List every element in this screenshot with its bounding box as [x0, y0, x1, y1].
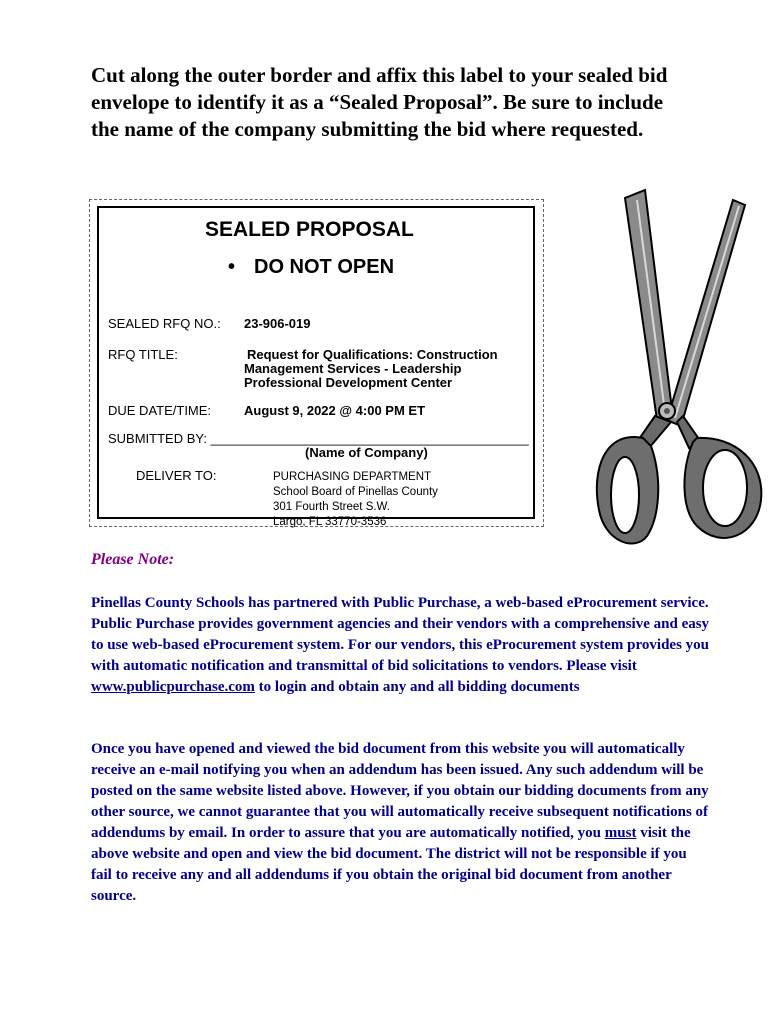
address-line: School Board of Pinellas County [273, 486, 438, 498]
rfq-no-label: SEALED RFQ NO.: [108, 316, 221, 331]
name-of-company-caption: (Name of Company) [305, 445, 428, 460]
public-purchase-link[interactable]: www.publicpurchase.com [91, 679, 255, 695]
rfq-title-line: Request for Qualifications: Construction [247, 347, 498, 362]
bullet-icon: • [228, 256, 236, 278]
note-paragraph-1-tail: to login and obtain any and all bidding documents [254, 679, 580, 695]
rfq-title-value [244, 348, 534, 390]
due-date-value: August 9, 2022 @ 4:00 PM ET [244, 403, 426, 418]
label-subtitle [228, 256, 394, 279]
note-heading: Please Note: [91, 551, 175, 568]
address-line: 301 Fourth Street S.W. [273, 501, 390, 513]
note-paragraph-1 [91, 593, 711, 698]
scissors-icon [585, 180, 765, 560]
note-paragraph-2-text: Once you have opened and viewed the bid document from this website you will automatically receive an e-mail notifying you when an addendum has been issued. Any such addendum will be posted on the same website listed above. However, if you obtain our bidding documents from any other source, we cannot guarantee that you will automatically receive subsequent notifications of addendums by email. In order to assure that you are automatically notified, you [91, 741, 709, 841]
rfq-title-line: Professional Development Center [244, 375, 453, 390]
label-title: SEALED PROPOSAL [205, 218, 414, 241]
address-line: Largo, FL 33770-3536 [273, 516, 387, 528]
rfq-title-label: RFQ TITLE: [108, 347, 178, 362]
note-paragraph-1-text: Pinellas County Schools has partnered with Public Purchase, a web-based eProcurement service. Public Purchase provides government agencies and their vendors with a comprehensive and easy to use web-based eProcurement system. For our vendors, this eProcurement system provides you with automatic notification and transmittal of bid solicitations to vendors. Please visit [91, 595, 710, 674]
due-date-label: DUE DATE/TIME: [108, 403, 212, 418]
do-not-open-text: DO NOT OPEN [254, 256, 395, 278]
delivery-address [273, 470, 438, 530]
submitted-by-line: SUBMITTED BY: ____________________________________________ [108, 431, 529, 446]
rfq-no-value: 23-906-019 [244, 316, 311, 331]
address-line: PURCHASING DEPARTMENT [273, 471, 432, 483]
note-paragraph-2 [91, 739, 711, 907]
deliver-to-label: DELIVER TO: [136, 468, 217, 483]
rfq-title-line: Management Services - Leadership [244, 361, 462, 376]
cut-instructions: Cut along the outer border and affix this label to your sealed bid envelope to identify it as a “Sealed Proposal”. Be sure to include the name of the company submitting the bid where requested. [91, 63, 668, 141]
note-paragraph-2-tail: visit the above website and open and view the bid document. The district will not be responsible if you fail to receive any and all addendums if you obtain the original bid document from another source. [91, 825, 691, 904]
must-emphasis: must [604, 825, 637, 841]
